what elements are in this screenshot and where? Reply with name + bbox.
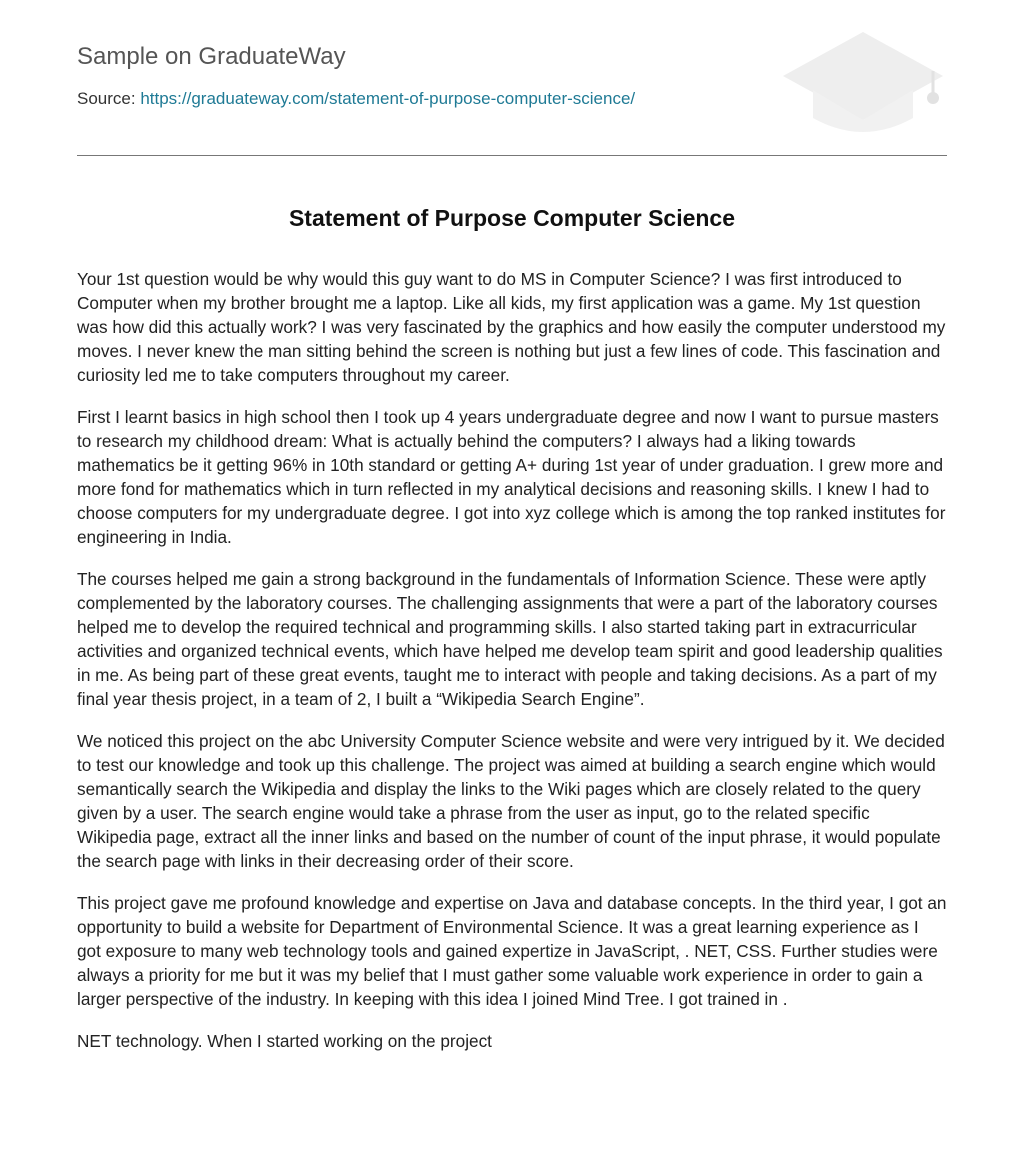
paragraph: NET technology. When I started working on the project: [77, 1031, 492, 1051]
paragraph: We noticed this project on the abc University Computer Science website and were very intrigued by it. We decided to test our knowledge and took up this challenge. The project was aimed at building a search engine which would semantically search the Wikipedia and display the links to the Wiki pages which are closely related to the query given by a user. The search engine would take a phrase from the user as input, go to the related specific Wikipedia page, extract all the inner links and based on the number of count of the input phrase, it would populate the search page with links in their decreasing order of their score.: [77, 731, 945, 871]
paragraph: First I learnt basics in high school then I took up 4 years undergraduate degree and now I want to pursue masters to research my childhood dream: What is actually behind the computers? I always had a liking towards mathematics be it getting 96% in 10th standard or getting A+ during 1st year of under graduation. I grew more and more fond for mathematics which in turn reflected in my analytical decisions and reasoning skills. I knew I had to choose computers for my undergraduate degree. I got into xyz college which is among the top ranked institutes for engineering in India.: [77, 407, 946, 547]
source-line: [77, 89, 635, 109]
source-label: Source:: [77, 89, 136, 108]
article-body: [77, 267, 947, 1071]
paragraph: Your 1st question would be why would this guy want to do MS in Computer Science? I was first introduced to Computer when my brother brought me a laptop. Like all kids, my first application was a game. My 1st question was how did this actually work? I was very fascinated by the graphics and how easily the computer understood my moves. I never knew the man sitting behind the screen is nothing but just a few lines of code. This fascination and curiosity led me to take computers throughout my career.: [77, 269, 946, 385]
article-title: Statement of Purpose Computer Science: [288, 205, 736, 231]
page-header: [77, 0, 947, 156]
paragraph: The courses helped me gain a strong background in the fundamentals of Information Science. These were aptly complemented by the laboratory courses. The challenging assignments that were a part of the laboratory courses helped me to develop the required technical and programming skills. I also started taking part in extracurricular activities and organized technical events, which have helped me develop team spirit and good leadership qualities in me. As being part of these great events, taught me to interact with people and taking decisions. As a part of my final year thesis project, in a team of 2, I built a “Wikipedia Search Engine”.: [77, 569, 943, 709]
source-link[interactable]: https://graduateway.com/statement-of-purpose-computer-science/: [140, 89, 636, 108]
paragraph: This project gave me profound knowledge and expertise on Java and database concepts. In the third year, I got an opportunity to build a website for Department of Environmental Science. It was a great learning experience as I got exposure to many web technology tools and gained expertize in JavaScript, . NET, CSS. Further studies were always a priority for me but it was my belief that I must gather some valuable work experience in order to gain a larger perspective of the industry. In keeping with this idea I joined Mind Tree. I got trained in .: [77, 893, 947, 1009]
graduation-cap-icon: [779, 28, 947, 134]
site-title: Sample on GraduateWay: [77, 43, 346, 70]
header-divider: [77, 155, 947, 156]
